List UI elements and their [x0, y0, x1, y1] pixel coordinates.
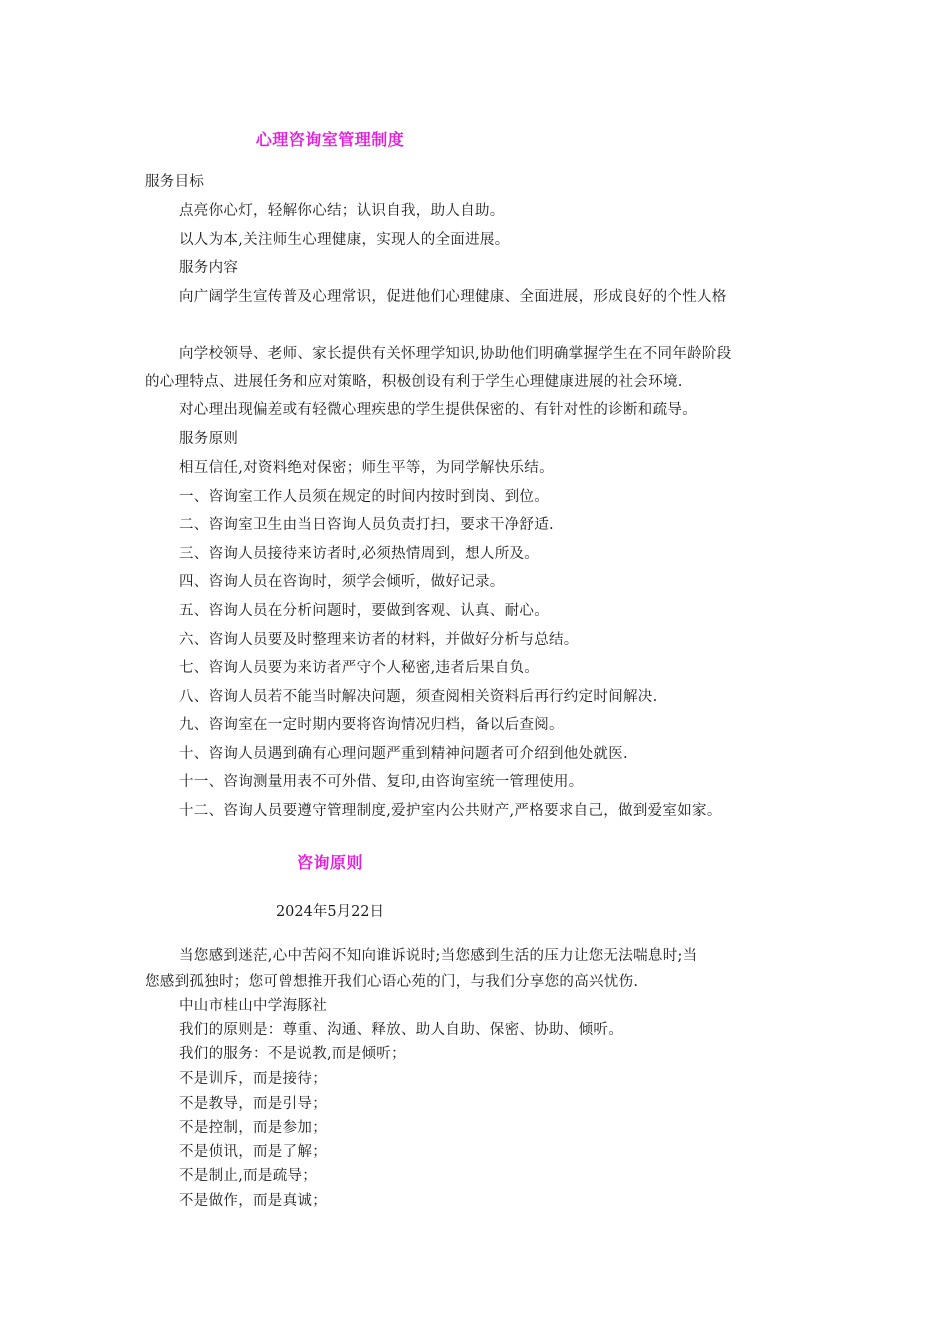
paragraph: 当您感到迷茫,心中苦闷不知向谁诉说时;当您感到生活的压力让您无法喘息时;当 [179, 948, 698, 964]
paragraph: 以人为本,关注师生心理健康，实现人的全面进展。 [179, 232, 510, 248]
heading-service-goal: 服务目标 [145, 174, 205, 190]
organization-name: 中山市桂山中学海豚社 [179, 998, 327, 1014]
list-item: 不是训斥，而是接待； [179, 1071, 327, 1087]
list-item: 不是教导，而是引导； [179, 1096, 327, 1112]
list-item: 不是侦讯，而是了解； [179, 1144, 327, 1160]
rule-item: 五、咨询人员在分析问题时，要做到客观、认真、耐心。 [179, 603, 549, 619]
rule-item: 八、咨询人员若不能当时解决问题，须查阅相关资料后再行约定时间解决. [179, 689, 658, 705]
list-item: 不是做作，而是真诚； [179, 1193, 327, 1209]
paragraph: 相互信任,对资料绝对保密；师生平等，为同学解快乐结。 [179, 460, 554, 476]
paragraph-continuation: 您感到孤独时；您可曾想推开我们心语心苑的门，与我们分享您的高兴忧伤. [145, 974, 639, 990]
rule-item: 一、咨询室工作人员须在规定的时间内按时到岗、到位。 [179, 489, 549, 505]
paragraph: 向广阔学生宣传普及心理常识，促进他们心理健康、全面进展，形成良好的个性人格 [179, 289, 727, 305]
rule-item: 十二、咨询人员要遵守管理制度,爱护室内公共财产,严格要求自己，做到爱室如家。 [179, 803, 722, 819]
rule-item: 六、咨询人员要及时整理来访者的材料，并做好分析与总结。 [179, 632, 579, 648]
paragraph: 我们的原则是：尊重、沟通、释放、助人自助、保密、协助、倾听。 [179, 1022, 623, 1038]
document-date: 2024年5月22日 [275, 904, 385, 920]
list-item: 不是制止,而是疏导； [179, 1168, 318, 1184]
rule-item: 三、咨询人员接待来访者时,必须热情周到，想人所及。 [179, 546, 540, 562]
heading-service-content: 服务内容 [179, 260, 239, 276]
rule-item: 十一、咨询测量用表不可外借、复印,由咨询室统一管理使用。 [179, 774, 584, 790]
rule-item: 四、咨询人员在咨询时，须学会倾听，做好记录。 [179, 574, 505, 590]
paragraph: 向学校领导、老师、家长提供有关怀理学知识,协助他们明确掌握学生在不同年龄阶段 [179, 346, 732, 362]
paragraph: 点亮你心灯，轻解你心结；认识自我，助人自助。 [179, 203, 505, 219]
document-title: 心理咨询室管理制度 [255, 130, 405, 149]
paragraph: 对心理出现偏差或有轻微心理疾患的学生提供保密的、有针对性的诊断和疏导。 [179, 402, 697, 418]
rule-item: 七、咨询人员要为来访者严守个人秘密,违者后果自负。 [179, 660, 540, 676]
section-title: 咨询原则 [296, 853, 363, 872]
rule-item: 二、咨询室卫生由当日咨询人员负责打扫，要求干净舒适. [179, 517, 554, 533]
heading-service-principle: 服务原则 [179, 431, 239, 447]
list-item: 不是控制，而是参加； [179, 1120, 327, 1136]
rule-item: 九、咨询室在一定时期内要将咨询情况归档，备以后查阅。 [179, 717, 564, 733]
paragraph: 我们的服务：不是说教,而是倾听； [179, 1046, 406, 1062]
paragraph-continuation: 的心理特点、进展任务和应对策略，积极创设有利于学生心理健康进展的社会环境. [145, 374, 683, 390]
rule-item: 十、咨询人员遇到确有心理问题严重到精神问题者可介绍到他处就医. [179, 746, 628, 762]
